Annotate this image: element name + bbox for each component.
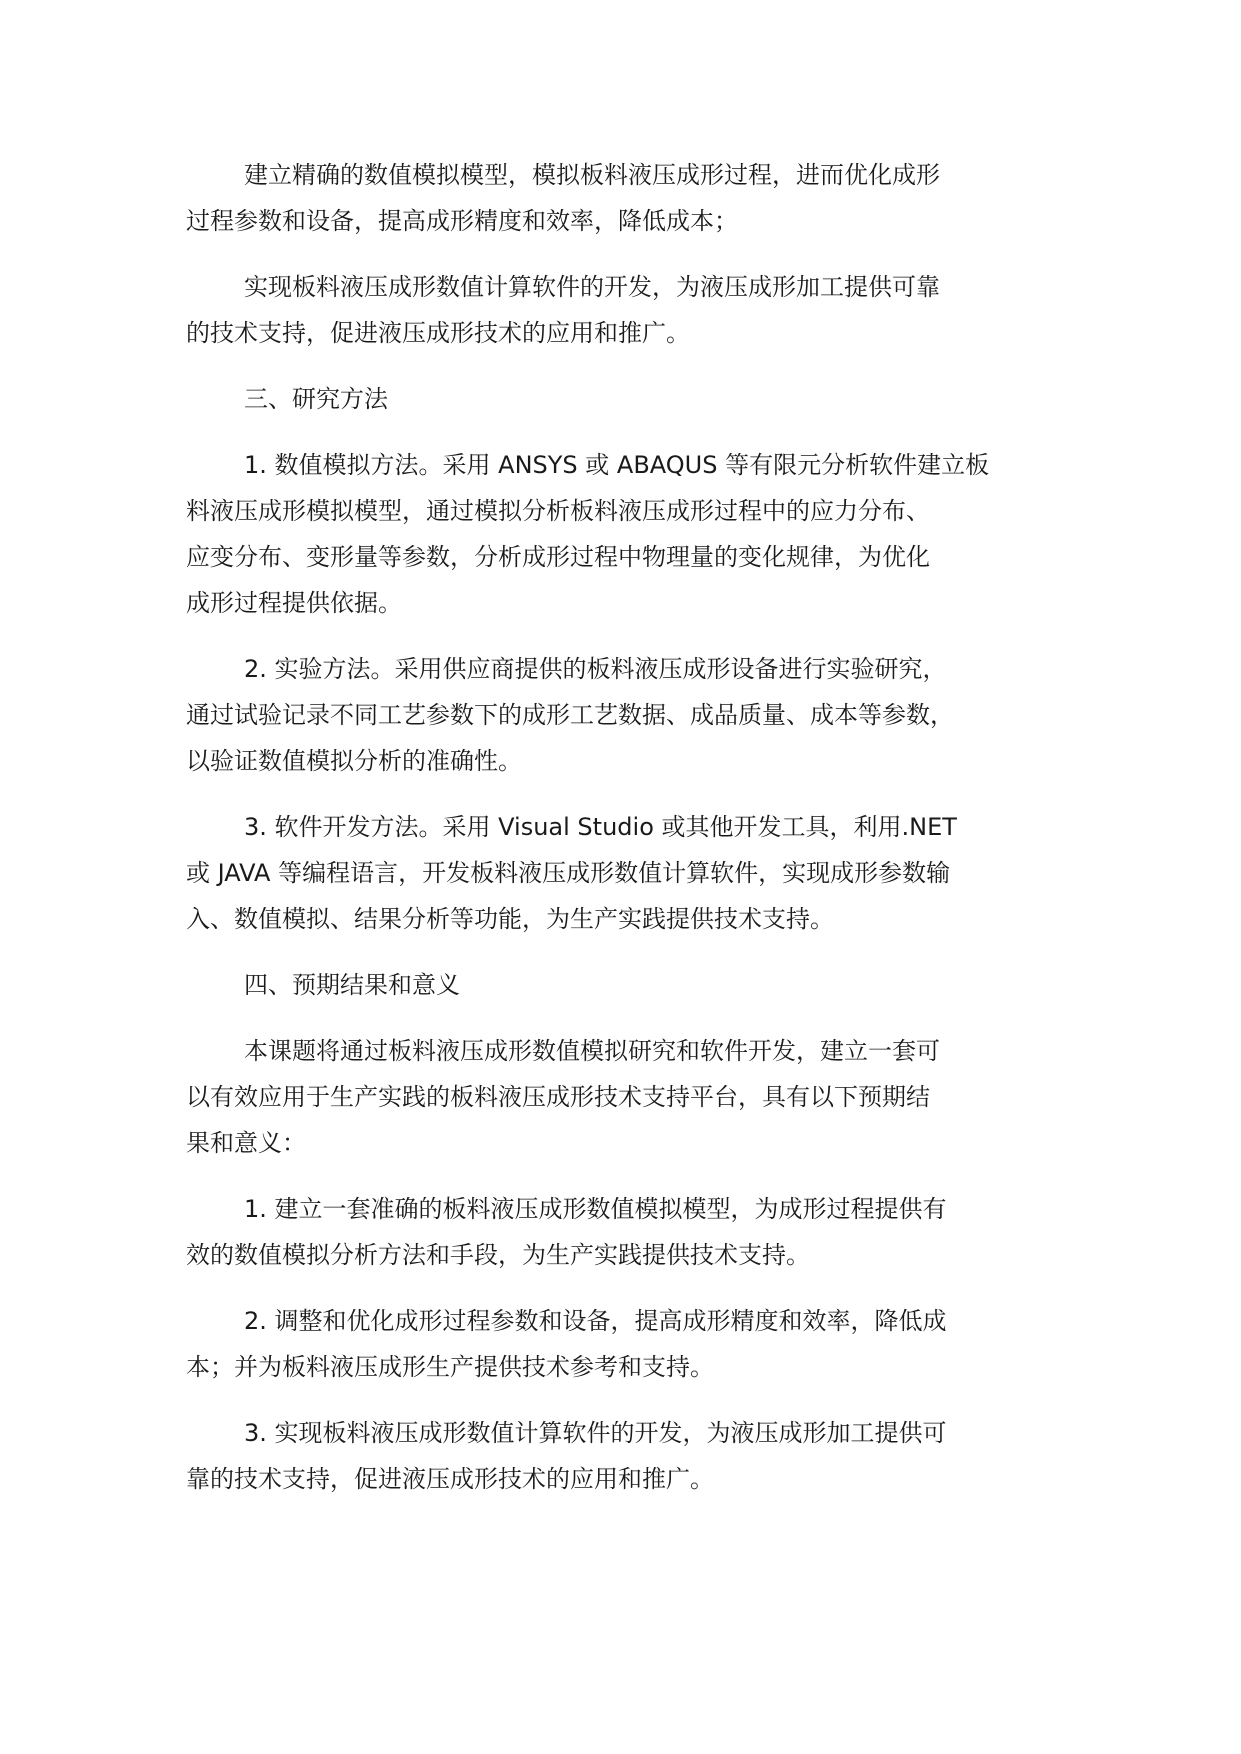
paragraph-results-intro [186,1028,1076,1166]
section-heading-methods: 三、研究方法 [244,385,388,413]
paragraph-result-2 [186,1298,1076,1390]
paragraph-method-experiment [186,646,1076,784]
paragraph-line: 入、数值模拟、结果分析等功能，为生产实践提供技术支持。 [186,905,834,933]
paragraph-line: 或 JAVA 等编程语言，开发板料液压成形数值计算软件，实现成形参数输 [186,859,951,887]
paragraph-line: 3. 软件开发方法。采用 Visual Studio 或其他开发工具，利用.NET [244,813,957,841]
paragraph-line: 以有效应用于生产实践的板料液压成形技术支持平台，具有以下预期结 [186,1083,930,1111]
paragraph-line: 3. 实现板料液压成形数值计算软件的开发，为液压成形加工提供可 [244,1419,947,1447]
paragraph-line: 靠的技术支持，促进液压成形技术的应用和推广。 [186,1465,714,1493]
paragraph-line: 2. 实验方法。采用供应商提供的板料液压成形设备进行实验研究， [244,655,947,683]
paragraph-line: 果和意义： [186,1129,306,1157]
paragraph-line: 1. 建立一套准确的板料液压成形数值模拟模型，为成形过程提供有 [244,1195,947,1223]
paragraph-line: 通过试验记录不同工艺参数下的成形工艺数据、成品质量、成本等参数， [186,701,954,729]
paragraph-line: 1. 数值模拟方法。采用 ANSYS 或 ABAQUS 等有限元分析软件建立板 [244,451,990,479]
paragraph-result-3 [186,1410,1076,1502]
paragraph-line: 应变分布、变形量等参数，分析成形过程中物理量的变化规律，为优化 [186,543,930,571]
paragraph-line: 料液压成形模拟模型，通过模拟分析板料液压成形过程中的应力分布、 [186,497,930,525]
paragraph-line: 以验证数值模拟分析的准确性。 [186,747,522,775]
paragraph-method-numerical [186,442,1076,626]
paragraph-line: 过程参数和设备，提高成形精度和效率，降低成本； [186,207,738,235]
paragraph-line: 成形过程提供依据。 [186,589,402,617]
paragraph-line: 建立精确的数值模拟模型，模拟板料液压成形过程，进而优化成形 [244,161,940,189]
paragraph-objective-model [186,152,1076,244]
paragraph-line: 本；并为板料液压成形生产提供技术参考和支持。 [186,1353,714,1381]
paragraph-objective-software [186,264,1076,356]
paragraph-line: 实现板料液压成形数值计算软件的开发，为液压成形加工提供可靠 [244,273,940,301]
paragraph-method-software [186,804,1076,942]
paragraph-line: 效的数值模拟分析方法和手段，为生产实践提供技术支持。 [186,1241,810,1269]
paragraph-line: 的技术支持，促进液压成形技术的应用和推广。 [186,319,690,347]
paragraph-line: 2. 调整和优化成形过程参数和设备，提高成形精度和效率，降低成 [244,1307,947,1335]
section-heading-results: 四、预期结果和意义 [244,971,460,999]
paragraph-result-1 [186,1186,1076,1278]
paragraph-line: 本课题将通过板料液压成形数值模拟研究和软件开发，建立一套可 [244,1037,940,1065]
document-page [186,152,1076,1522]
